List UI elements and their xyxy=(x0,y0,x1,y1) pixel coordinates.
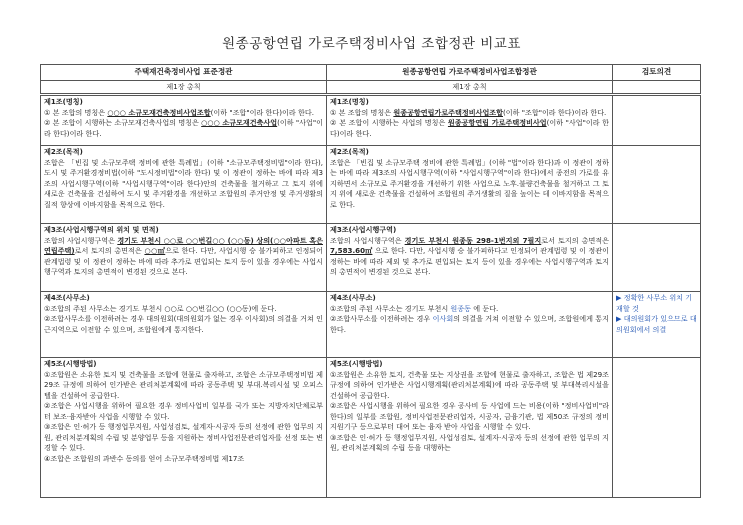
highlight-text: 경기도 부천시 원종동 298-1번지외 7필지 xyxy=(404,235,542,245)
paragraph: ②조합사무소를 이전하려는 경우 대의원회(대의원회가 없는 경우 이사회)의 의결을 거쳐 인근지역으로 이전할 수 있으며, 조합원에게 통지한다. xyxy=(44,314,323,334)
paragraph: 조합은 「빈집 및 소규모주택 정비에 관한 특례법」(이하 "법"이라 한다)과 이 정관이 정하는 바에 따라 제3조의 사업시행구역(이하 "사업시행구역"이라 한다)에서 종전의 가로를 유지하면서 소규모로 주거환경을 개선하기 위한 사업으로 노후.불량건축물을 철거하고 그 토지 위에 새로운 건축물을 건설하여 조합원의 주거생활의 질을 높이는 데 이바지함을 목적으로 한다. xyxy=(330,157,609,209)
review-note: ▶ 대의원회가 있으므로 대의원회에서 의결 xyxy=(616,314,697,334)
chapter-standard: 제1장 총칙 xyxy=(41,80,327,95)
article-title: 제1조(명칭) xyxy=(330,97,369,106)
standard-cell xyxy=(41,358,327,498)
paragraph: ①조합원은 소유한 토지, 건축물 또는 지상권을 조합에 현물로 출자하고, 조합은 법 제29조 규정에 의하여 인가받은 사업시행계획(관리처분계획)에 따라 공동주택 및 부대복리시설을 건설하여 공급한다. xyxy=(330,369,609,400)
header-proposed: 원종공항연립 가로주택정비사업조합정관 xyxy=(327,65,613,81)
paragraph xyxy=(44,236,323,278)
text: 으로 한다. 다만, 사업시행 승 불가피하고 인정되어 관계법령 및 이 정관이 정하는 바에 따라 추가로 편입되는 토지 등이 있을 경우에는 사업시행구역과 토지의 총면적이 변경된 것으로 본다. xyxy=(44,246,324,276)
standard-cell xyxy=(41,95,327,146)
document-title: 원종공항연립 가로주택정비사업 조합정관 비교표 xyxy=(222,36,521,52)
paragraph xyxy=(330,118,609,139)
proposed-cell xyxy=(327,358,613,498)
text: (이하 "사업"이라 한다)이라 한다. xyxy=(330,118,609,138)
review-cell xyxy=(613,95,701,146)
proposed-cell xyxy=(327,95,613,146)
paragraph: ①조합의 주된 사무소는 경기도 부천시 ○○로 ○○번길○○ (○○동)에 둔다. xyxy=(44,303,277,313)
text: 의 의결을 거쳐 이전할 수 있으며, 조합원에게 통지한다. xyxy=(330,314,609,334)
text: ② 본 조합이 시행하는 소규모재건축사업의 명칭은 xyxy=(44,118,202,127)
highlight-text: ○○㎡ xyxy=(144,246,166,255)
article-title: 제1조(명칭) xyxy=(44,97,83,106)
proposed-cell xyxy=(327,292,613,358)
text: 으로 한다. 다만, 사업시행 승 불가피하다고 인정되어 관계법령 및 이 정관이 정하는 바에 따라 제외 및 추가로 편입되는 토지 등이 있을 경우에는 사업시행구역과 토지의 총면적이 변경된 것으로 본다. xyxy=(330,246,609,276)
review-note: ▶ 정확한 사무소 위치 기재할 것 xyxy=(616,293,693,313)
standard-cell xyxy=(41,292,327,358)
paragraph xyxy=(330,236,609,278)
highlight-text: 원종동 xyxy=(450,303,471,313)
text: 로서 토지의 총면적은 xyxy=(541,235,609,245)
text: ① 본 조합의 명칭은 xyxy=(44,107,108,117)
review-cell xyxy=(613,224,701,292)
text: 조합의 사업시행구역은 xyxy=(330,235,405,245)
paragraph: ②조합은 사업시행을 위하여 필요한 경우 공사비 등 사업에 드는 비용(이하 "정비사업비"라 한다)의 일부를 조합원, 정비사업전문관리업자, 시공자, 금융기관, 법 제50조 규정의 정비지원기구 등으로부터 대여 또는 융자 받아 사업을 시행할 수 있다. xyxy=(330,401,609,431)
paragraph xyxy=(44,108,323,119)
article-title: 제5조(시행방법) xyxy=(330,359,383,368)
highlight-text: 원종공항연립가로주택정비사업조합 xyxy=(393,107,503,117)
chapter-review xyxy=(613,80,701,95)
highlight-text: 경기도 부천시 ○○로 ○○번길○○ (○○동) 상의(○○아파트 혹은 연립주택) xyxy=(44,235,323,255)
chapter-proposed: 제1장 총칙 xyxy=(327,80,613,95)
article-title: 제2조(목적) xyxy=(44,147,83,156)
text: 조합의 사업시행구역은 xyxy=(44,235,118,245)
text: ②조합사무소를 이전하려는 경우 xyxy=(330,314,433,323)
header-review: 검토의견 xyxy=(613,65,701,81)
paragraph xyxy=(330,304,609,315)
text: 에 둔다. xyxy=(470,303,499,313)
article-row xyxy=(41,146,701,224)
paragraph: 조합은 「빈집 및 소규모주택 정비에 관한 특례법」(이하 "소규모주택정비법"이라 한다), 도시 및 주거환경정비법(이하 "도시정비법"이라 한다) 및 이 정관이 정하는 바에 따라 제3조의 사업시행구역(이하 "사업시행구역"이라 한다)안의 건축물을 철거하고 그 토지 위에 새로운 건축물을 건설하여 도시 및 주거환경을 개선하고 조합원의 주거안정 및 주거생활의 질적 향상에 이바지함을 목적으로 한다. xyxy=(44,157,323,209)
article-row xyxy=(41,292,701,358)
text: (이하 "조합"이라 한다)이라 한다. xyxy=(210,107,314,117)
article-title: 제3조(사업시행구역) xyxy=(330,225,397,234)
text: ② 본 조합이 시행하는 사업의 명칭은 xyxy=(330,118,448,127)
highlight-text: ○○○ 소규모재건축정비사업조합 xyxy=(107,107,211,117)
paragraph: ③조합은 인·허가 등 행정업무지원, 사업성검토, 설계자·시공자 등의 선정에 관한 업무의 지원, 관리처분계획의 수립 및 분양업무 등을 지원하는 정비사업전문관리업자를 선정 또는 변경할 수 있다. xyxy=(44,422,323,452)
paragraph xyxy=(330,314,609,335)
highlight-text: ○○○ 소규모재건축사업 xyxy=(201,118,278,127)
paragraph: ②조합은 사업시행을 위하여 필요한 경우 정비사업비 일부를 국가 또는 지방자치단체로부터 보조·융자받아 사업을 시행할 수 있다. xyxy=(44,401,323,421)
standard-cell xyxy=(41,224,327,292)
article-title: 제4조(사무소) xyxy=(330,293,376,302)
review-cell xyxy=(613,292,701,358)
text: (이하 "조합"이라 한다)이라 한다. xyxy=(503,107,607,117)
text: (이하 "사업"이라 한다)이라 한다. xyxy=(44,118,323,138)
review-cell xyxy=(613,146,701,224)
chapter-row xyxy=(41,80,701,95)
header-standard: 주택재건축정비사업 표준정관 xyxy=(41,65,327,81)
highlight-text: 7,583.60㎡ xyxy=(330,246,373,255)
paragraph xyxy=(44,118,323,139)
article-title: 제4조(사무소) xyxy=(44,293,90,302)
text: ① 본 조합의 명칭은 xyxy=(330,107,394,117)
header-row xyxy=(41,65,701,81)
text: ①조합의 주된 사무소는 경기도 부천시 xyxy=(330,303,451,313)
article-row xyxy=(41,95,701,146)
text: 로서 토지의 총면적은 xyxy=(74,246,145,255)
paragraph: ①조합원은 소유한 토지 및 건축물을 조합에 현물로 출자하고, 조합은 소규모주택정비법 제29조 규정에 의하여 인가받은 관리처분계획에 따라 공동주택 및 부대.복리시설 및 오피스텔을 건설하여 공급한다. xyxy=(44,369,323,400)
article-title: 제2조(목적) xyxy=(330,147,369,156)
comparison-table xyxy=(40,64,701,498)
highlight-text: 원종공항연립 가로주택정비사업 xyxy=(447,118,547,127)
article-row xyxy=(41,224,701,292)
paragraph: ③조합은 인·허가 등 행정업무지원, 사업성검토, 설계자·시공자 등의 선정에 관한 업무의 지원, 관리처분계획의 수립 등을 대행하는 xyxy=(330,432,609,452)
proposed-cell xyxy=(327,224,613,292)
review-cell xyxy=(613,358,701,498)
article-row xyxy=(41,358,701,498)
paragraph: ④조합은 조합원의 과반수 동의를 얻어 소규모주택정비법 제17조 xyxy=(44,453,245,463)
standard-cell xyxy=(41,146,327,224)
article-title: 제3조(사업시행구역의 위치 및 면적) xyxy=(44,225,159,234)
highlight-text: 이사회 xyxy=(432,314,454,323)
paragraph xyxy=(330,108,609,119)
proposed-cell xyxy=(327,146,613,224)
article-title: 제5조(시행방법) xyxy=(44,359,97,368)
